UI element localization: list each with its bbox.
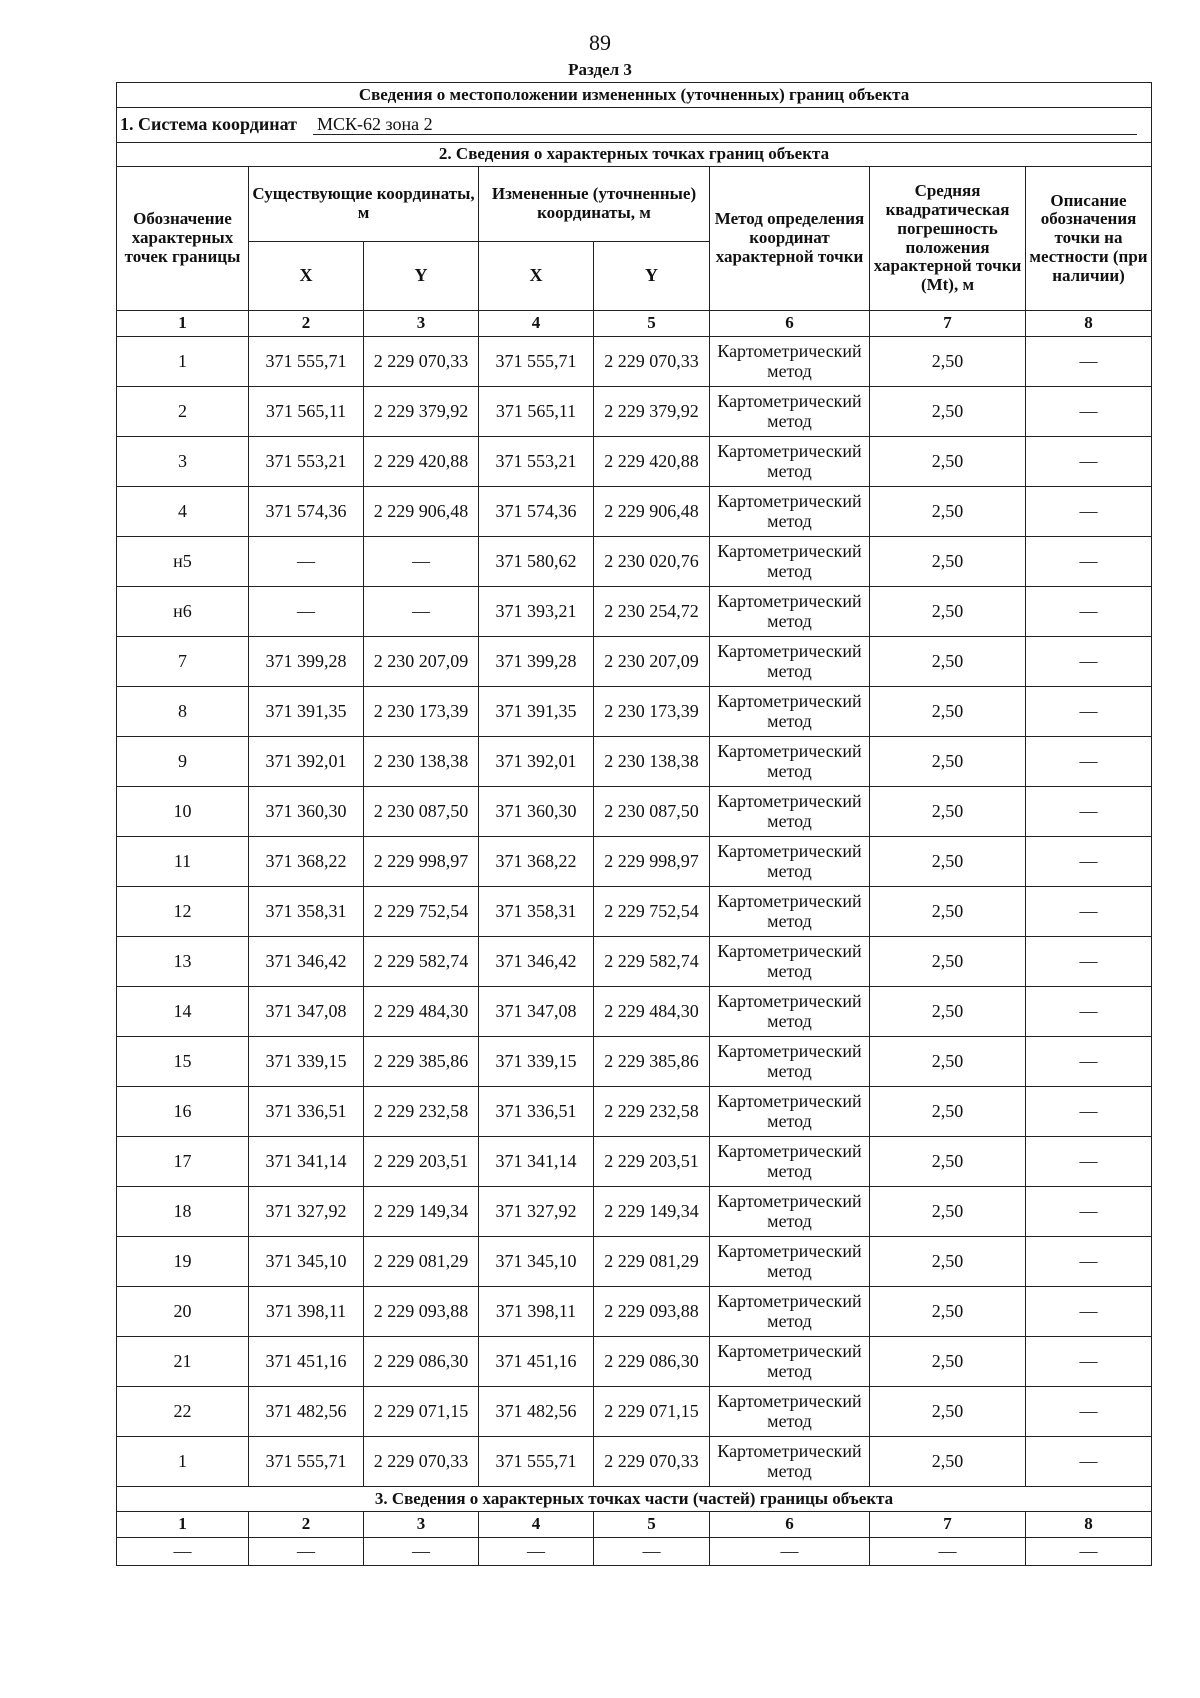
cell-description: — xyxy=(1026,537,1152,587)
cell-empty: — xyxy=(594,1538,710,1566)
cell-mt-error: 2,50 xyxy=(870,687,1026,737)
cell-changed-x: 371 398,11 xyxy=(479,1287,594,1337)
cell-method: Картометрический метод xyxy=(710,787,870,837)
cell-changed-y: 2 229 149,34 xyxy=(594,1187,710,1237)
cell-method: Картометрический метод xyxy=(710,487,870,537)
cell-existing-x: 371 360,30 xyxy=(249,787,364,837)
column-number: 2 xyxy=(249,1512,364,1538)
cell-existing-x: 371 399,28 xyxy=(249,637,364,687)
cell-changed-x: 371 574,36 xyxy=(479,487,594,537)
table-row xyxy=(117,887,1152,937)
cell-existing-x: 371 345,10 xyxy=(249,1237,364,1287)
cell-changed-y: 2 229 203,51 xyxy=(594,1137,710,1187)
cell-empty: — xyxy=(1026,1538,1152,1566)
header-description: Описание обозначения точки на местности (при наличии) xyxy=(1026,167,1152,311)
column-number: 5 xyxy=(594,1512,710,1538)
header-changed-coords: Измененные (уточненные) координаты, м xyxy=(479,167,710,242)
cell-existing-y: — xyxy=(364,537,479,587)
cell-existing-y: 2 229 385,86 xyxy=(364,1037,479,1087)
cell-existing-y: 2 230 173,39 xyxy=(364,687,479,737)
cell-existing-x: 371 336,51 xyxy=(249,1087,364,1137)
cell-changed-x: 371 553,21 xyxy=(479,437,594,487)
cell-method: Картометрический метод xyxy=(710,987,870,1037)
cell-description: — xyxy=(1026,437,1152,487)
table-row xyxy=(117,1437,1152,1487)
table-row xyxy=(117,1137,1152,1187)
cell-method: Картометрический метод xyxy=(710,537,870,587)
cell-mt-error: 2,50 xyxy=(870,737,1026,787)
cell-empty: — xyxy=(870,1538,1026,1566)
cell-description: — xyxy=(1026,1037,1152,1087)
header-designation: Обозначение характерных точек границы xyxy=(117,167,249,311)
cell-existing-x: 371 347,08 xyxy=(249,987,364,1037)
table-row xyxy=(117,337,1152,387)
cell-description: — xyxy=(1026,1387,1152,1437)
cell-mt-error: 2,50 xyxy=(870,1437,1026,1487)
table-row xyxy=(117,437,1152,487)
cell-description: — xyxy=(1026,737,1152,787)
cell-mt-error: 2,50 xyxy=(870,837,1026,887)
cell-point-id: 20 xyxy=(117,1287,249,1337)
cell-changed-y: 2 229 379,92 xyxy=(594,387,710,437)
cell-description: — xyxy=(1026,787,1152,837)
cell-mt-error: 2,50 xyxy=(870,537,1026,587)
cell-changed-x: 371 482,56 xyxy=(479,1387,594,1437)
header-method: Метод определения координат характерной точки xyxy=(710,167,870,311)
cell-method: Картометрический метод xyxy=(710,1237,870,1287)
cell-method: Картометрический метод xyxy=(710,437,870,487)
cell-changed-y: 2 229 070,33 xyxy=(594,337,710,387)
cell-existing-y: 2 229 081,29 xyxy=(364,1237,479,1287)
cell-description: — xyxy=(1026,987,1152,1037)
cell-point-id: 16 xyxy=(117,1087,249,1137)
cell-point-id: 8 xyxy=(117,687,249,737)
cell-mt-error: 2,50 xyxy=(870,787,1026,837)
cell-mt-error: 2,50 xyxy=(870,1387,1026,1437)
cell-description: — xyxy=(1026,1437,1152,1487)
cell-changed-y: 2 230 254,72 xyxy=(594,587,710,637)
table-row xyxy=(117,487,1152,537)
cell-changed-y: 2 230 020,76 xyxy=(594,537,710,587)
column-number: 3 xyxy=(364,1512,479,1538)
cell-method: Картометрический метод xyxy=(710,1437,870,1487)
cell-mt-error: 2,50 xyxy=(870,337,1026,387)
cell-method: Картометрический метод xyxy=(710,1037,870,1087)
cell-point-id: 2 xyxy=(117,387,249,437)
cell-point-id: 1 xyxy=(117,337,249,387)
cell-description: — xyxy=(1026,387,1152,437)
cell-point-id: 9 xyxy=(117,737,249,787)
table-row xyxy=(117,1337,1152,1387)
cell-point-id: 13 xyxy=(117,937,249,987)
cell-empty: — xyxy=(479,1538,594,1566)
cell-changed-x: 371 451,16 xyxy=(479,1337,594,1387)
table-row xyxy=(117,1087,1152,1137)
cell-description: — xyxy=(1026,837,1152,887)
cell-existing-x: 371 482,56 xyxy=(249,1387,364,1437)
cell-method: Картометрический метод xyxy=(710,887,870,937)
cell-changed-y: 2 230 087,50 xyxy=(594,787,710,837)
cell-existing-y: 2 230 138,38 xyxy=(364,737,479,787)
cell-changed-x: 371 345,10 xyxy=(479,1237,594,1287)
cell-changed-x: 371 555,71 xyxy=(479,1437,594,1487)
cell-empty: — xyxy=(249,1538,364,1566)
table-row xyxy=(117,387,1152,437)
cell-mt-error: 2,50 xyxy=(870,387,1026,437)
table-title: Сведения о местоположении измененных (уточненных) границ объекта xyxy=(117,83,1152,108)
column-number: 6 xyxy=(710,311,870,337)
cell-changed-x: 371 399,28 xyxy=(479,637,594,687)
cell-point-id: 1 xyxy=(117,1437,249,1487)
cell-existing-y: 2 229 906,48 xyxy=(364,487,479,537)
table-row xyxy=(117,837,1152,887)
cell-mt-error: 2,50 xyxy=(870,1037,1026,1087)
cell-existing-x: 371 565,11 xyxy=(249,387,364,437)
cell-method: Картометрический метод xyxy=(710,337,870,387)
column-number: 1 xyxy=(117,311,249,337)
cell-changed-x: 371 391,35 xyxy=(479,687,594,737)
cell-changed-x: 371 393,21 xyxy=(479,587,594,637)
cell-changed-x: 371 368,22 xyxy=(479,837,594,887)
cell-mt-error: 2,50 xyxy=(870,987,1026,1037)
column-number: 2 xyxy=(249,311,364,337)
cell-description: — xyxy=(1026,887,1152,937)
cell-existing-x: 371 341,14 xyxy=(249,1137,364,1187)
cell-existing-y: 2 229 998,97 xyxy=(364,837,479,887)
table-row xyxy=(117,937,1152,987)
cell-description: — xyxy=(1026,1337,1152,1387)
cell-changed-y: 2 229 998,97 xyxy=(594,837,710,887)
column-numbers-row xyxy=(117,1512,1152,1538)
cell-existing-y: 2 230 087,50 xyxy=(364,787,479,837)
cell-existing-y: 2 229 093,88 xyxy=(364,1287,479,1337)
header-existing-y: Y xyxy=(364,242,479,311)
cell-changed-x: 371 358,31 xyxy=(479,887,594,937)
table-row xyxy=(117,787,1152,837)
column-number: 4 xyxy=(479,1512,594,1538)
table-row xyxy=(117,537,1152,587)
cell-point-id: 10 xyxy=(117,787,249,837)
cell-existing-x: 371 358,31 xyxy=(249,887,364,937)
cell-existing-x: 371 451,16 xyxy=(249,1337,364,1387)
table-row xyxy=(117,1387,1152,1437)
cell-mt-error: 2,50 xyxy=(870,1087,1026,1137)
cell-empty: — xyxy=(117,1538,249,1566)
cell-point-id: 19 xyxy=(117,1237,249,1287)
cell-empty: — xyxy=(710,1538,870,1566)
cell-point-id: 15 xyxy=(117,1037,249,1087)
cell-empty: — xyxy=(364,1538,479,1566)
cell-existing-x: 371 346,42 xyxy=(249,937,364,987)
cell-existing-y: — xyxy=(364,587,479,637)
header-existing-x: X xyxy=(249,242,364,311)
cell-method: Картометрический метод xyxy=(710,387,870,437)
cell-description: — xyxy=(1026,1137,1152,1187)
cell-description: — xyxy=(1026,1287,1152,1337)
cell-changed-y: 2 229 752,54 xyxy=(594,887,710,937)
header-changed-y: Y xyxy=(594,242,710,311)
cell-description: — xyxy=(1026,637,1152,687)
cell-changed-y: 2 229 071,15 xyxy=(594,1387,710,1437)
cell-description: — xyxy=(1026,1237,1152,1287)
cell-point-id: 14 xyxy=(117,987,249,1037)
cell-method: Картометрический метод xyxy=(710,687,870,737)
cell-description: — xyxy=(1026,1187,1152,1237)
header-existing-coords: Существующие координаты, м xyxy=(249,167,479,242)
cell-changed-y: 2 230 173,39 xyxy=(594,687,710,737)
cell-point-id: н5 xyxy=(117,537,249,587)
cell-method: Картометрический метод xyxy=(710,737,870,787)
cell-changed-y: 2 229 420,88 xyxy=(594,437,710,487)
cell-mt-error: 2,50 xyxy=(870,937,1026,987)
cell-method: Картометрический метод xyxy=(710,1287,870,1337)
column-number: 1 xyxy=(117,1512,249,1538)
cell-point-id: н6 xyxy=(117,587,249,637)
cell-existing-x: 371 392,01 xyxy=(249,737,364,787)
column-number: 5 xyxy=(594,311,710,337)
column-number: 7 xyxy=(870,311,1026,337)
cell-mt-error: 2,50 xyxy=(870,1287,1026,1337)
cell-changed-x: 371 341,14 xyxy=(479,1137,594,1187)
cell-point-id: 3 xyxy=(117,437,249,487)
cell-existing-y: 2 229 149,34 xyxy=(364,1187,479,1237)
cell-point-id: 12 xyxy=(117,887,249,937)
cell-method: Картометрический метод xyxy=(710,1187,870,1237)
cell-existing-y: 2 229 070,33 xyxy=(364,337,479,387)
cell-description: — xyxy=(1026,487,1152,537)
cell-changed-x: 371 347,08 xyxy=(479,987,594,1037)
cell-changed-y: 2 229 070,33 xyxy=(594,1437,710,1487)
cell-existing-x: — xyxy=(249,537,364,587)
coord-system-row xyxy=(117,108,1152,143)
cell-changed-y: 2 229 385,86 xyxy=(594,1037,710,1087)
cell-changed-y: 2 230 138,38 xyxy=(594,737,710,787)
cell-changed-x: 371 346,42 xyxy=(479,937,594,987)
cell-method: Картометрический метод xyxy=(710,937,870,987)
cell-existing-x: 371 555,71 xyxy=(249,337,364,387)
cell-changed-x: 371 580,62 xyxy=(479,537,594,587)
cell-point-id: 18 xyxy=(117,1187,249,1237)
cell-mt-error: 2,50 xyxy=(870,887,1026,937)
coord-system-label: 1. Система координат xyxy=(120,113,297,134)
column-number: 6 xyxy=(710,1512,870,1538)
coord-system-value: МСК-62 зона 2 xyxy=(313,115,1137,136)
cell-existing-y: 2 229 232,58 xyxy=(364,1087,479,1137)
cell-changed-y: 2 229 081,29 xyxy=(594,1237,710,1287)
cell-description: — xyxy=(1026,337,1152,387)
cell-existing-x: — xyxy=(249,587,364,637)
column-number: 3 xyxy=(364,311,479,337)
cell-method: Картометрический метод xyxy=(710,1087,870,1137)
cell-existing-x: 371 327,92 xyxy=(249,1187,364,1237)
column-number: 7 xyxy=(870,1512,1026,1538)
cell-description: — xyxy=(1026,687,1152,737)
cell-method: Картометрический метод xyxy=(710,637,870,687)
cell-description: — xyxy=(1026,587,1152,637)
boundary-points-table xyxy=(116,82,1152,1566)
cell-existing-x: 371 391,35 xyxy=(249,687,364,737)
table-row xyxy=(117,1237,1152,1287)
cell-changed-y: 2 229 093,88 xyxy=(594,1287,710,1337)
cell-changed-x: 371 565,11 xyxy=(479,387,594,437)
cell-existing-y: 2 229 070,33 xyxy=(364,1437,479,1487)
cell-existing-x: 371 555,71 xyxy=(249,1437,364,1487)
cell-existing-y: 2 229 420,88 xyxy=(364,437,479,487)
column-number: 4 xyxy=(479,311,594,337)
cell-changed-y: 2 229 906,48 xyxy=(594,487,710,537)
cell-changed-y: 2 229 484,30 xyxy=(594,987,710,1037)
cell-changed-y: 2 230 207,09 xyxy=(594,637,710,687)
cell-point-id: 11 xyxy=(117,837,249,887)
table-row xyxy=(117,1538,1152,1566)
column-number: 8 xyxy=(1026,1512,1152,1538)
cell-existing-y: 2 229 752,54 xyxy=(364,887,479,937)
cell-mt-error: 2,50 xyxy=(870,587,1026,637)
cell-existing-y: 2 230 207,09 xyxy=(364,637,479,687)
cell-existing-x: 371 368,22 xyxy=(249,837,364,887)
column-number: 8 xyxy=(1026,311,1152,337)
table-row xyxy=(117,637,1152,687)
cell-existing-x: 371 553,21 xyxy=(249,437,364,487)
cell-mt-error: 2,50 xyxy=(870,637,1026,687)
table-row xyxy=(117,1187,1152,1237)
cell-mt-error: 2,50 xyxy=(870,437,1026,487)
cell-changed-x: 371 339,15 xyxy=(479,1037,594,1087)
column-numbers-row xyxy=(117,311,1152,337)
cell-changed-y: 2 229 232,58 xyxy=(594,1087,710,1137)
cell-changed-x: 371 555,71 xyxy=(479,337,594,387)
cell-existing-x: 371 339,15 xyxy=(249,1037,364,1087)
cell-existing-y: 2 229 071,15 xyxy=(364,1387,479,1437)
cell-changed-x: 371 336,51 xyxy=(479,1087,594,1137)
cell-mt-error: 2,50 xyxy=(870,1237,1026,1287)
cell-point-id: 21 xyxy=(117,1337,249,1387)
cell-changed-y: 2 229 086,30 xyxy=(594,1337,710,1387)
cell-method: Картометрический метод xyxy=(710,587,870,637)
cell-method: Картометрический метод xyxy=(710,1387,870,1437)
cell-description: — xyxy=(1026,937,1152,987)
page-number: 89 xyxy=(589,30,611,55)
cell-changed-x: 371 392,01 xyxy=(479,737,594,787)
cell-point-id: 22 xyxy=(117,1387,249,1437)
section-title: Раздел 3 xyxy=(568,60,632,79)
cell-existing-x: 371 574,36 xyxy=(249,487,364,537)
table-row xyxy=(117,587,1152,637)
header-error: Средняя квадратическая погрешность положения характерной точки (Mt), м xyxy=(870,167,1026,311)
table-row xyxy=(117,737,1152,787)
points-subtitle: 2. Сведения о характерных точках границ объекта xyxy=(117,143,1152,167)
cell-mt-error: 2,50 xyxy=(870,1337,1026,1387)
table-row xyxy=(117,1037,1152,1087)
cell-existing-y: 2 229 484,30 xyxy=(364,987,479,1037)
cell-method: Картометрический метод xyxy=(710,1137,870,1187)
header-changed-x: X xyxy=(479,242,594,311)
cell-mt-error: 2,50 xyxy=(870,487,1026,537)
cell-changed-x: 371 360,30 xyxy=(479,787,594,837)
cell-existing-y: 2 229 582,74 xyxy=(364,937,479,987)
cell-changed-y: 2 229 582,74 xyxy=(594,937,710,987)
cell-point-id: 7 xyxy=(117,637,249,687)
table-row xyxy=(117,987,1152,1037)
cell-changed-x: 371 327,92 xyxy=(479,1187,594,1237)
cell-existing-x: 371 398,11 xyxy=(249,1287,364,1337)
cell-mt-error: 2,50 xyxy=(870,1137,1026,1187)
table-row xyxy=(117,687,1152,737)
cell-mt-error: 2,50 xyxy=(870,1187,1026,1237)
parts-subtitle: 3. Сведения о характерных точках части (частей) границы объекта xyxy=(117,1487,1152,1512)
cell-method: Картометрический метод xyxy=(710,1337,870,1387)
cell-existing-y: 2 229 379,92 xyxy=(364,387,479,437)
table-row xyxy=(117,1287,1152,1337)
cell-existing-y: 2 229 086,30 xyxy=(364,1337,479,1387)
cell-existing-y: 2 229 203,51 xyxy=(364,1137,479,1187)
cell-method: Картометрический метод xyxy=(710,837,870,887)
cell-description: — xyxy=(1026,1087,1152,1137)
cell-point-id: 4 xyxy=(117,487,249,537)
cell-point-id: 17 xyxy=(117,1137,249,1187)
